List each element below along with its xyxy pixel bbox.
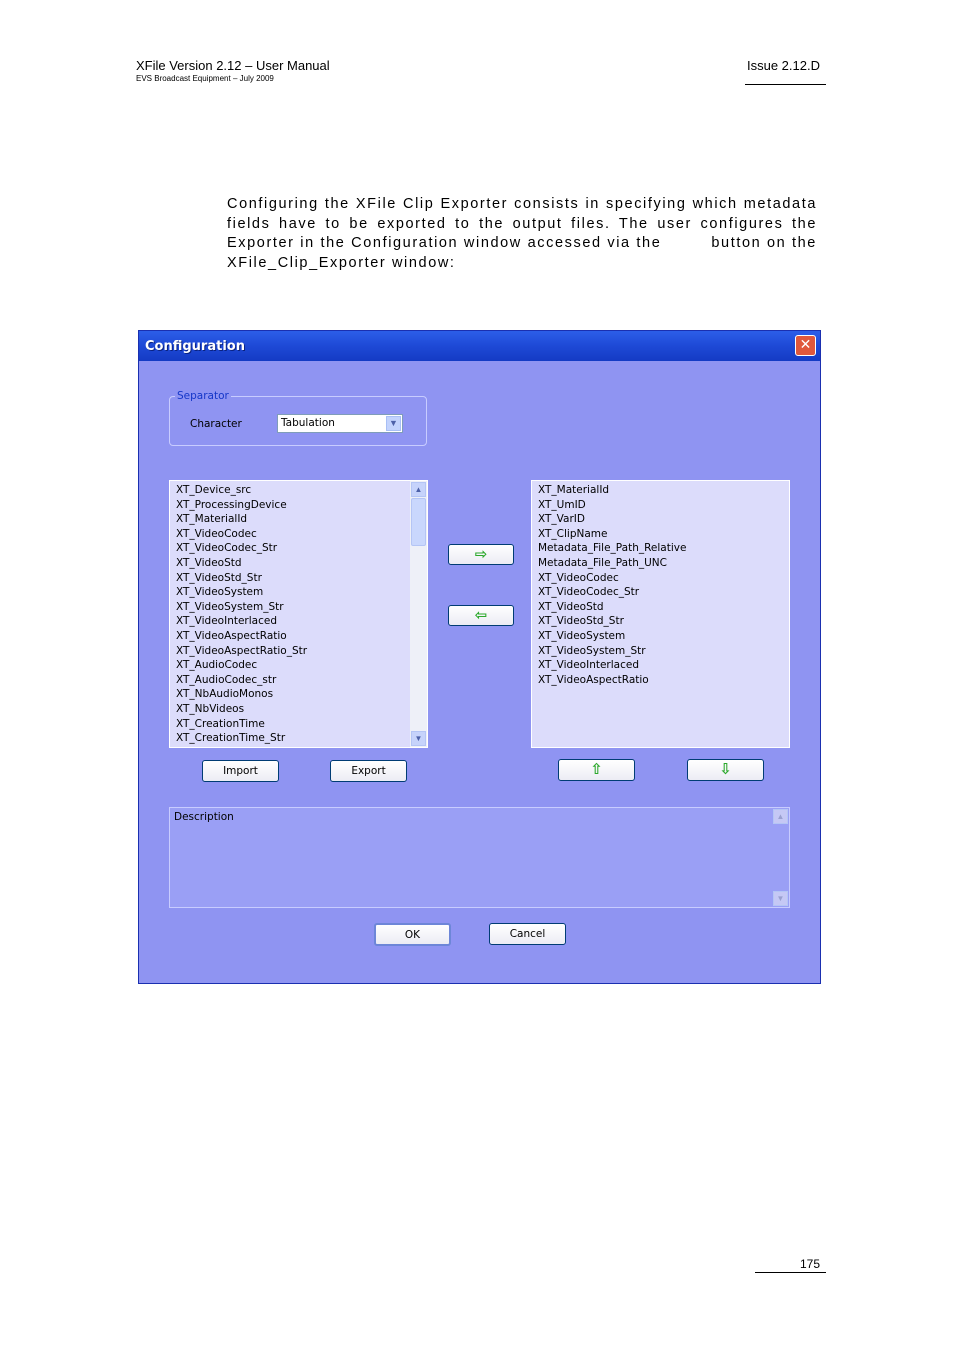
list-item[interactable]: XT_VideoAspectRatio <box>176 629 287 642</box>
description-label: Description <box>174 811 234 823</box>
add-field-button[interactable] <box>448 544 514 565</box>
available-fields-items <box>176 483 307 746</box>
selected-fields-list[interactable] <box>531 480 790 748</box>
list-item[interactable]: XT_VideoInterlaced <box>538 659 639 672</box>
list-item[interactable]: XT_VideoCodec <box>538 571 619 584</box>
arrow-down-icon: ⇩ <box>719 760 732 778</box>
list-item[interactable]: XT_CreationTime <box>176 717 265 730</box>
page-number: 175 <box>799 1257 820 1271</box>
import-button-label: Import <box>223 765 258 777</box>
remove-field-button[interactable] <box>448 605 514 626</box>
list-item[interactable]: XT_MaterialId <box>176 513 248 526</box>
ok-button[interactable] <box>374 923 451 946</box>
list-item[interactable]: XT_VarID <box>538 513 585 526</box>
list-item[interactable]: XT_VideoCodec_Str <box>538 586 640 599</box>
arrow-up-icon: ⇧ <box>590 760 603 778</box>
ok-button-label: OK <box>404 929 421 941</box>
list-item[interactable]: Metadata_File_Path_UNC <box>538 556 667 569</box>
list-item[interactable]: XT_Device_src <box>176 484 252 496</box>
scroll-up-icon[interactable]: ▲ <box>773 809 788 824</box>
list-item[interactable]: XT_CreationTime_Str <box>176 732 286 745</box>
available-fields-list[interactable] <box>169 480 428 748</box>
arrow-right-icon: ⇨ <box>474 545 488 563</box>
window-title: Configuration <box>145 339 245 354</box>
list-item[interactable]: XT_ClipName <box>538 527 608 540</box>
list-item[interactable]: XT_VideoStd_Str <box>176 571 262 584</box>
list-item[interactable]: XT_VideoStd_Str <box>538 615 624 628</box>
list-item[interactable]: XT_AudioCodec_str <box>176 673 277 686</box>
configuration-window <box>138 330 821 984</box>
description-box <box>169 807 790 908</box>
description-scrollbar[interactable] <box>772 808 789 907</box>
available-fields-scrollbar[interactable] <box>410 481 427 747</box>
list-item[interactable]: Metadata_File_Path_Relative <box>538 542 687 555</box>
cancel-button-label: Cancel <box>509 928 546 940</box>
move-up-button[interactable] <box>558 759 635 781</box>
footer-rule <box>755 1272 826 1273</box>
scroll-down-icon[interactable]: ▼ <box>411 731 426 746</box>
arrow-left-icon: ⇦ <box>474 606 488 624</box>
list-item[interactable]: XT_UmID <box>538 498 586 511</box>
paragraph-part2: button on the XFile_Clip_Exporter window: <box>227 235 817 271</box>
close-button[interactable] <box>795 335 816 356</box>
issue-label: Issue 2.12.D <box>747 58 820 73</box>
list-item[interactable]: XT_NbAudioMonos <box>176 688 274 701</box>
list-item[interactable]: XT_ProcessingDevice <box>176 498 287 511</box>
chevron-down-icon[interactable]: ▼ <box>386 416 401 431</box>
export-button[interactable] <box>330 760 407 782</box>
scroll-thumb[interactable] <box>411 498 426 546</box>
list-item[interactable]: XT_NbVideos <box>176 702 245 715</box>
move-down-button[interactable] <box>687 759 764 781</box>
list-item[interactable]: XT_VideoInterlaced <box>176 615 277 628</box>
list-item[interactable]: XT_VideoAspectRatio_Str <box>176 644 308 657</box>
scroll-up-icon[interactable]: ▲ <box>411 482 426 497</box>
list-item[interactable]: XT_VideoAspectRatio <box>538 673 649 686</box>
list-item[interactable]: XT_VideoSystem_Str <box>538 644 646 657</box>
list-item[interactable]: XT_VideoCodec_Str <box>176 542 278 555</box>
character-label: Character <box>190 418 242 430</box>
import-button[interactable] <box>202 760 279 782</box>
list-item[interactable]: XT_VideoCodec <box>176 527 257 540</box>
character-value: Tabulation <box>281 417 335 429</box>
list-item[interactable]: XT_VideoSystem_Str <box>176 600 284 613</box>
list-item[interactable]: XT_AudioCodec <box>176 659 258 672</box>
export-button-label: Export <box>351 765 386 777</box>
separator-legend: Separator <box>177 390 229 402</box>
manual-title: XFile Version 2.12 – User Manual <box>136 58 330 73</box>
list-item[interactable]: XT_MaterialId <box>538 484 610 496</box>
close-icon: ✕ <box>799 337 812 353</box>
manual-subtitle: EVS Broadcast Equipment – July 2009 <box>136 74 274 83</box>
list-item[interactable]: XT_VideoSystem <box>176 586 264 599</box>
title-bar <box>139 331 820 361</box>
paragraph-part1: Configuring the XFile Clip Exporter consists in specifying which metadata fields have to be exported to the output files. The user configures the Exporter in the Configuration window accessed via the <box>227 196 817 251</box>
body-paragraph <box>227 195 817 273</box>
list-item[interactable]: XT_VideoStd <box>176 556 242 569</box>
list-item[interactable]: XT_VideoSystem <box>538 629 626 642</box>
list-item[interactable]: XT_VideoStd <box>538 600 604 613</box>
scroll-down-icon[interactable]: ▼ <box>773 891 788 906</box>
cancel-button[interactable] <box>489 923 566 945</box>
header-rule <box>745 84 826 85</box>
character-select[interactable] <box>277 414 403 433</box>
selected-fields-items <box>538 483 686 687</box>
